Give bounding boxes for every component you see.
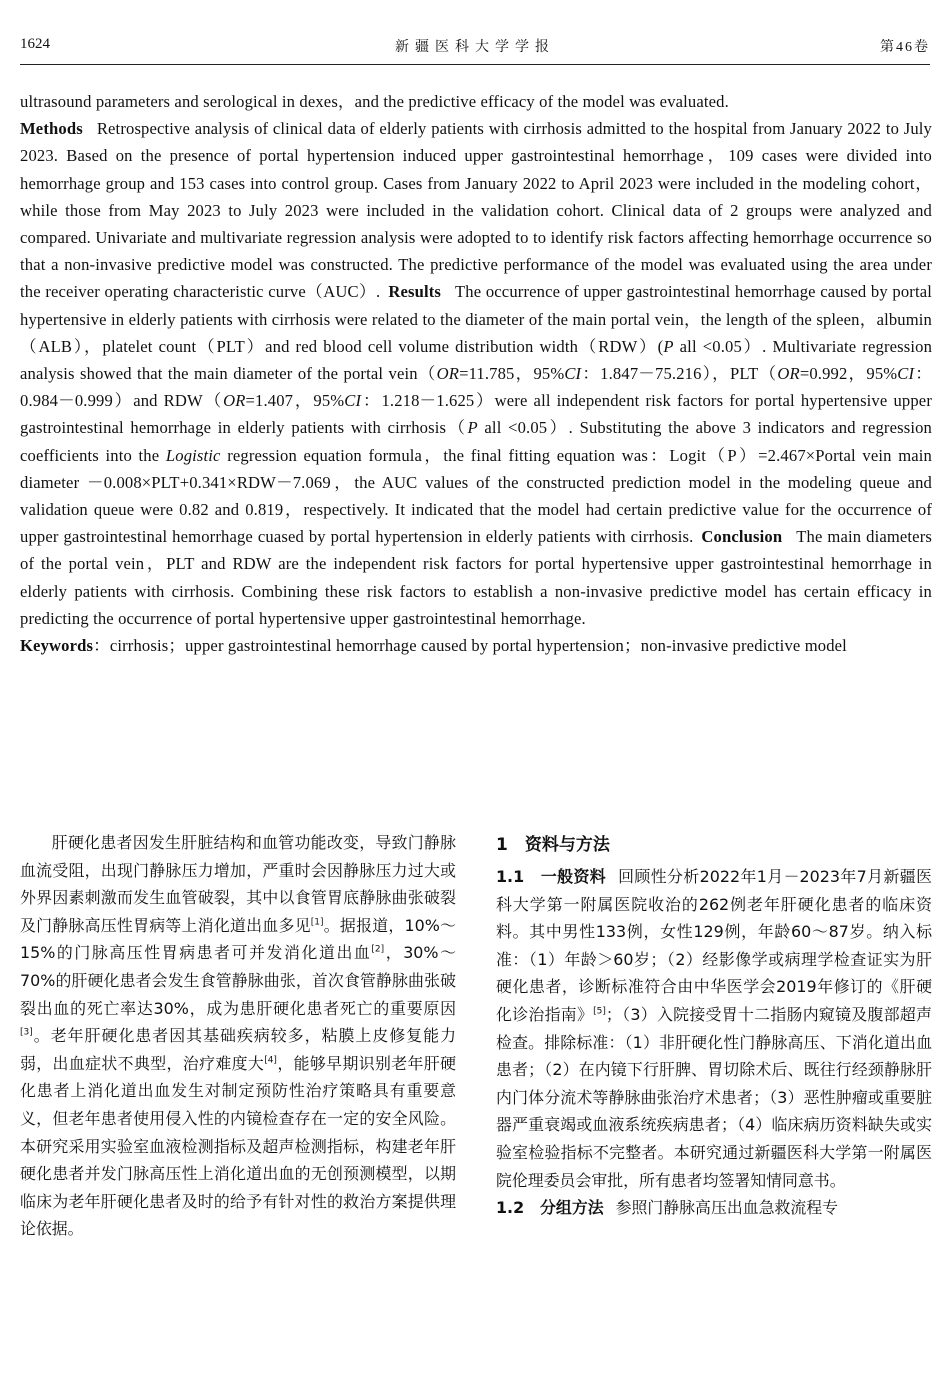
or-symbol: OR — [223, 391, 246, 411]
or-value-1: =11.785，95% — [459, 364, 565, 384]
abstract-intro: ultrasound parameters and serological in dexes，and the predictive efficacy of the model was evaluated. — [20, 92, 729, 111]
right-column — [496, 829, 932, 1222]
intro-text-2: 。据报道，10%～15%的门脉高压性胃病患者可并发消化道出血 — [20, 915, 456, 963]
intro-text-5: ，能够早期识别老年肝硬化患者上消化道出血发生对制定预防性治疗策略具有重要意义，但老年患者使用侵入性的内镜检查存在一定的安全风险。本研究采用实验室血液检测指标及超声检测指标，构建老年肝硬化患者并发门脉高压性上消化道出血的无创预测模型，以期临床为老年肝硬化患者及时的给予有针对性的救治方案提供理论依据。 — [20, 1053, 457, 1239]
intro-paragraph — [20, 829, 456, 1243]
subsection-heading: 1.2 分组方法 — [496, 1198, 604, 1218]
subsection-heading: 1.1 一般资料 — [496, 867, 607, 886]
results-text-3: all <0.05）. Substituting the above 3 indicators and regression coefficients into the — [20, 418, 932, 465]
ci-value-1: ：1.847－75.216），PLT（ — [581, 364, 778, 384]
english-abstract — [20, 88, 932, 659]
keywords-label: Keywords — [20, 636, 94, 656]
conclusion-text: The main diameters of the portal vein，PLT and RDW are the independent risk factors for portal hypertensive upper gastrointestinal hemorrhage in elderly patients with cirrhosis. Combining these risk factors to establish a non-invasive predictive model has certain efficacy in predicting the occurrence of portal hypertensive upper gastrointestinal hemorrhage. — [20, 527, 932, 628]
abstract-body — [20, 88, 932, 632]
or-value-2: =0.992，95% — [799, 364, 898, 384]
results-text-1: The occurrence of upper gastrointestinal hemorrhage caused by portal hypertensive in elderly patients with cirrhosis were related to the diameter of the main portal vein，the length of the spleen，albumin（ALB），platelet count（PLT）and red blood cell volume distribution width（RDW）( — [20, 282, 932, 356]
conclusion-label: Conclusion — [701, 527, 783, 547]
p-value-symbol: P — [467, 418, 478, 438]
results-text-2: all <0.05）. Multivariate regression analysis showed that the main diameter of the portal vein（ — [20, 336, 933, 384]
or-symbol: OR — [777, 364, 800, 384]
results-label: Results — [388, 282, 441, 302]
page-header — [20, 36, 930, 65]
ci-value-2: ：0.984－0.999）and RDW（ — [20, 364, 932, 411]
citation-ref: [2] — [371, 945, 385, 956]
page-number: 1624 — [20, 36, 50, 52]
citation-ref: [1] — [310, 917, 324, 928]
intro-text-4: 。老年肝硬化患者因其基础疾病较多，粘膜上皮修复能力弱，出血症状不典型，治疗难度大 — [20, 1026, 456, 1073]
citation-ref: [5] — [593, 1006, 606, 1017]
left-column — [20, 829, 456, 1243]
ci-symbol: CI — [564, 364, 582, 384]
subsection-1-1 — [496, 863, 932, 1194]
ci-symbol: CI — [344, 391, 362, 411]
methods-label: Methods — [20, 119, 83, 139]
or-symbol: OR — [436, 364, 460, 384]
keywords-text: ：cirrhosis；upper gastrointestinal hemorrhage caused by portal hypertension；non-invasive predictive model — [93, 636, 847, 656]
ci-value-3: ：1.218－1.625）were all independent risk factors for portal hypertensive upper gastrointestinal hemorrhage in elderly patients with cirrhosis（ — [20, 391, 932, 438]
p-value-symbol: P — [663, 336, 674, 356]
volume-label: 第46卷 — [880, 40, 930, 55]
subsection-text-2: ；（3）入院接受胃十二指肠内窥镜及腹部超声检查。排除标准：（1）非肝硬化性门静脉高压、下消化道出血患者；（2）在内镜下行肝脾、胃切除术后、既往行经颈静脉肝内门体分流术等静脉曲张治疗术患者；（3）恶性肿瘤或重要脏器严重衰竭或血液系统疾病患者；（4）临床病历资料缺失或实验室检验指标不完整者。本研究通过新疆医科大学第一附属医院伦理委员会审批，所有患者均签署知情同意书。 — [496, 1004, 932, 1190]
citation-ref: [4] — [264, 1055, 277, 1066]
section-heading: 1 资料与方法 — [496, 835, 610, 855]
intro-text-3: ，30%～70%的肝硬化患者会发生食管静脉曲张，首次食管静脉曲张破裂出血的死亡率达30%，成为患肝硬化患者死亡的重要原因 — [20, 943, 456, 1018]
intro-text-1: 肝硬化患者因发生肝脏结构和血管功能改变，导致门静脉血流受阻，出现门静脉压力增加，严重时会因静脉压力过大或外界因素刺激而发生血管破裂，其中以食管胃底静脉曲张破裂及门静脉高压性胃病等上消化道出血多见 — [20, 833, 456, 935]
subsection-text: 参照门静脉高压出血急救流程专 — [615, 1198, 839, 1218]
keywords — [20, 632, 932, 659]
logistic-term: Logistic — [165, 445, 221, 465]
results-text-4: regression equation formula，the final fitting equation was：Logit（P）=2.467×Portal vein main diameter －0.008×PLT+0.341×RDW－7.069，the AUC values of the constructed prediction model in the modeling queue and validation queue were 0.82 and 0.819，respectively. It indicated that the model had certain predictive value for the occurrence of upper gastrointestinal hemorrhage cuased by portal hypertension in elderly patients with cirrhosis. — [20, 445, 932, 547]
subsection-text-1: 回顾性分析2022年1月－2023年7月新疆医科大学第一附属医院收治的262例老年肝硬化患者的临床资料。其中男性133例，女性129例，年龄60～87岁。纳入标准：（1）年龄＞60岁；（2）经影像学或病理学检查证实为肝硬化患者，诊断标准符合由中华医学会2019年修订的《肝硬化诊治指南》 — [496, 867, 932, 1024]
citation-ref: [3] — [20, 1027, 33, 1038]
ci-symbol: CI — [897, 364, 915, 384]
subsection-1-2 — [496, 1194, 932, 1222]
or-value-3: =1.407，95% — [245, 391, 345, 411]
journal-title: 新疆医科大学学报 — [395, 40, 555, 55]
methods-text: Retrospective analysis of clinical data of elderly patients with cirrhosis admitted to the hospital from January 2022 to July 2023. Based on the presence of portal hypertension induced upper gastrointestinal hemorrhage，109 cases were divided into hemorrhage group and 153 cases into control group. Cases from January 2022 to April 2023 were included in the modeling cohort，while those from May 2023 to July 2023 were included in the validation cohort. Clinical data of 2 groups were analyzed and compared. Univariate and multivariate regression analysis were adopted to to identify risk factors affecting hemorrhage occurrence so that a non-invasive predictive model was constructed. The predictive performance of the model was evaluated using the area under the receiver operating characteristic curve（AUC）. — [20, 119, 932, 302]
